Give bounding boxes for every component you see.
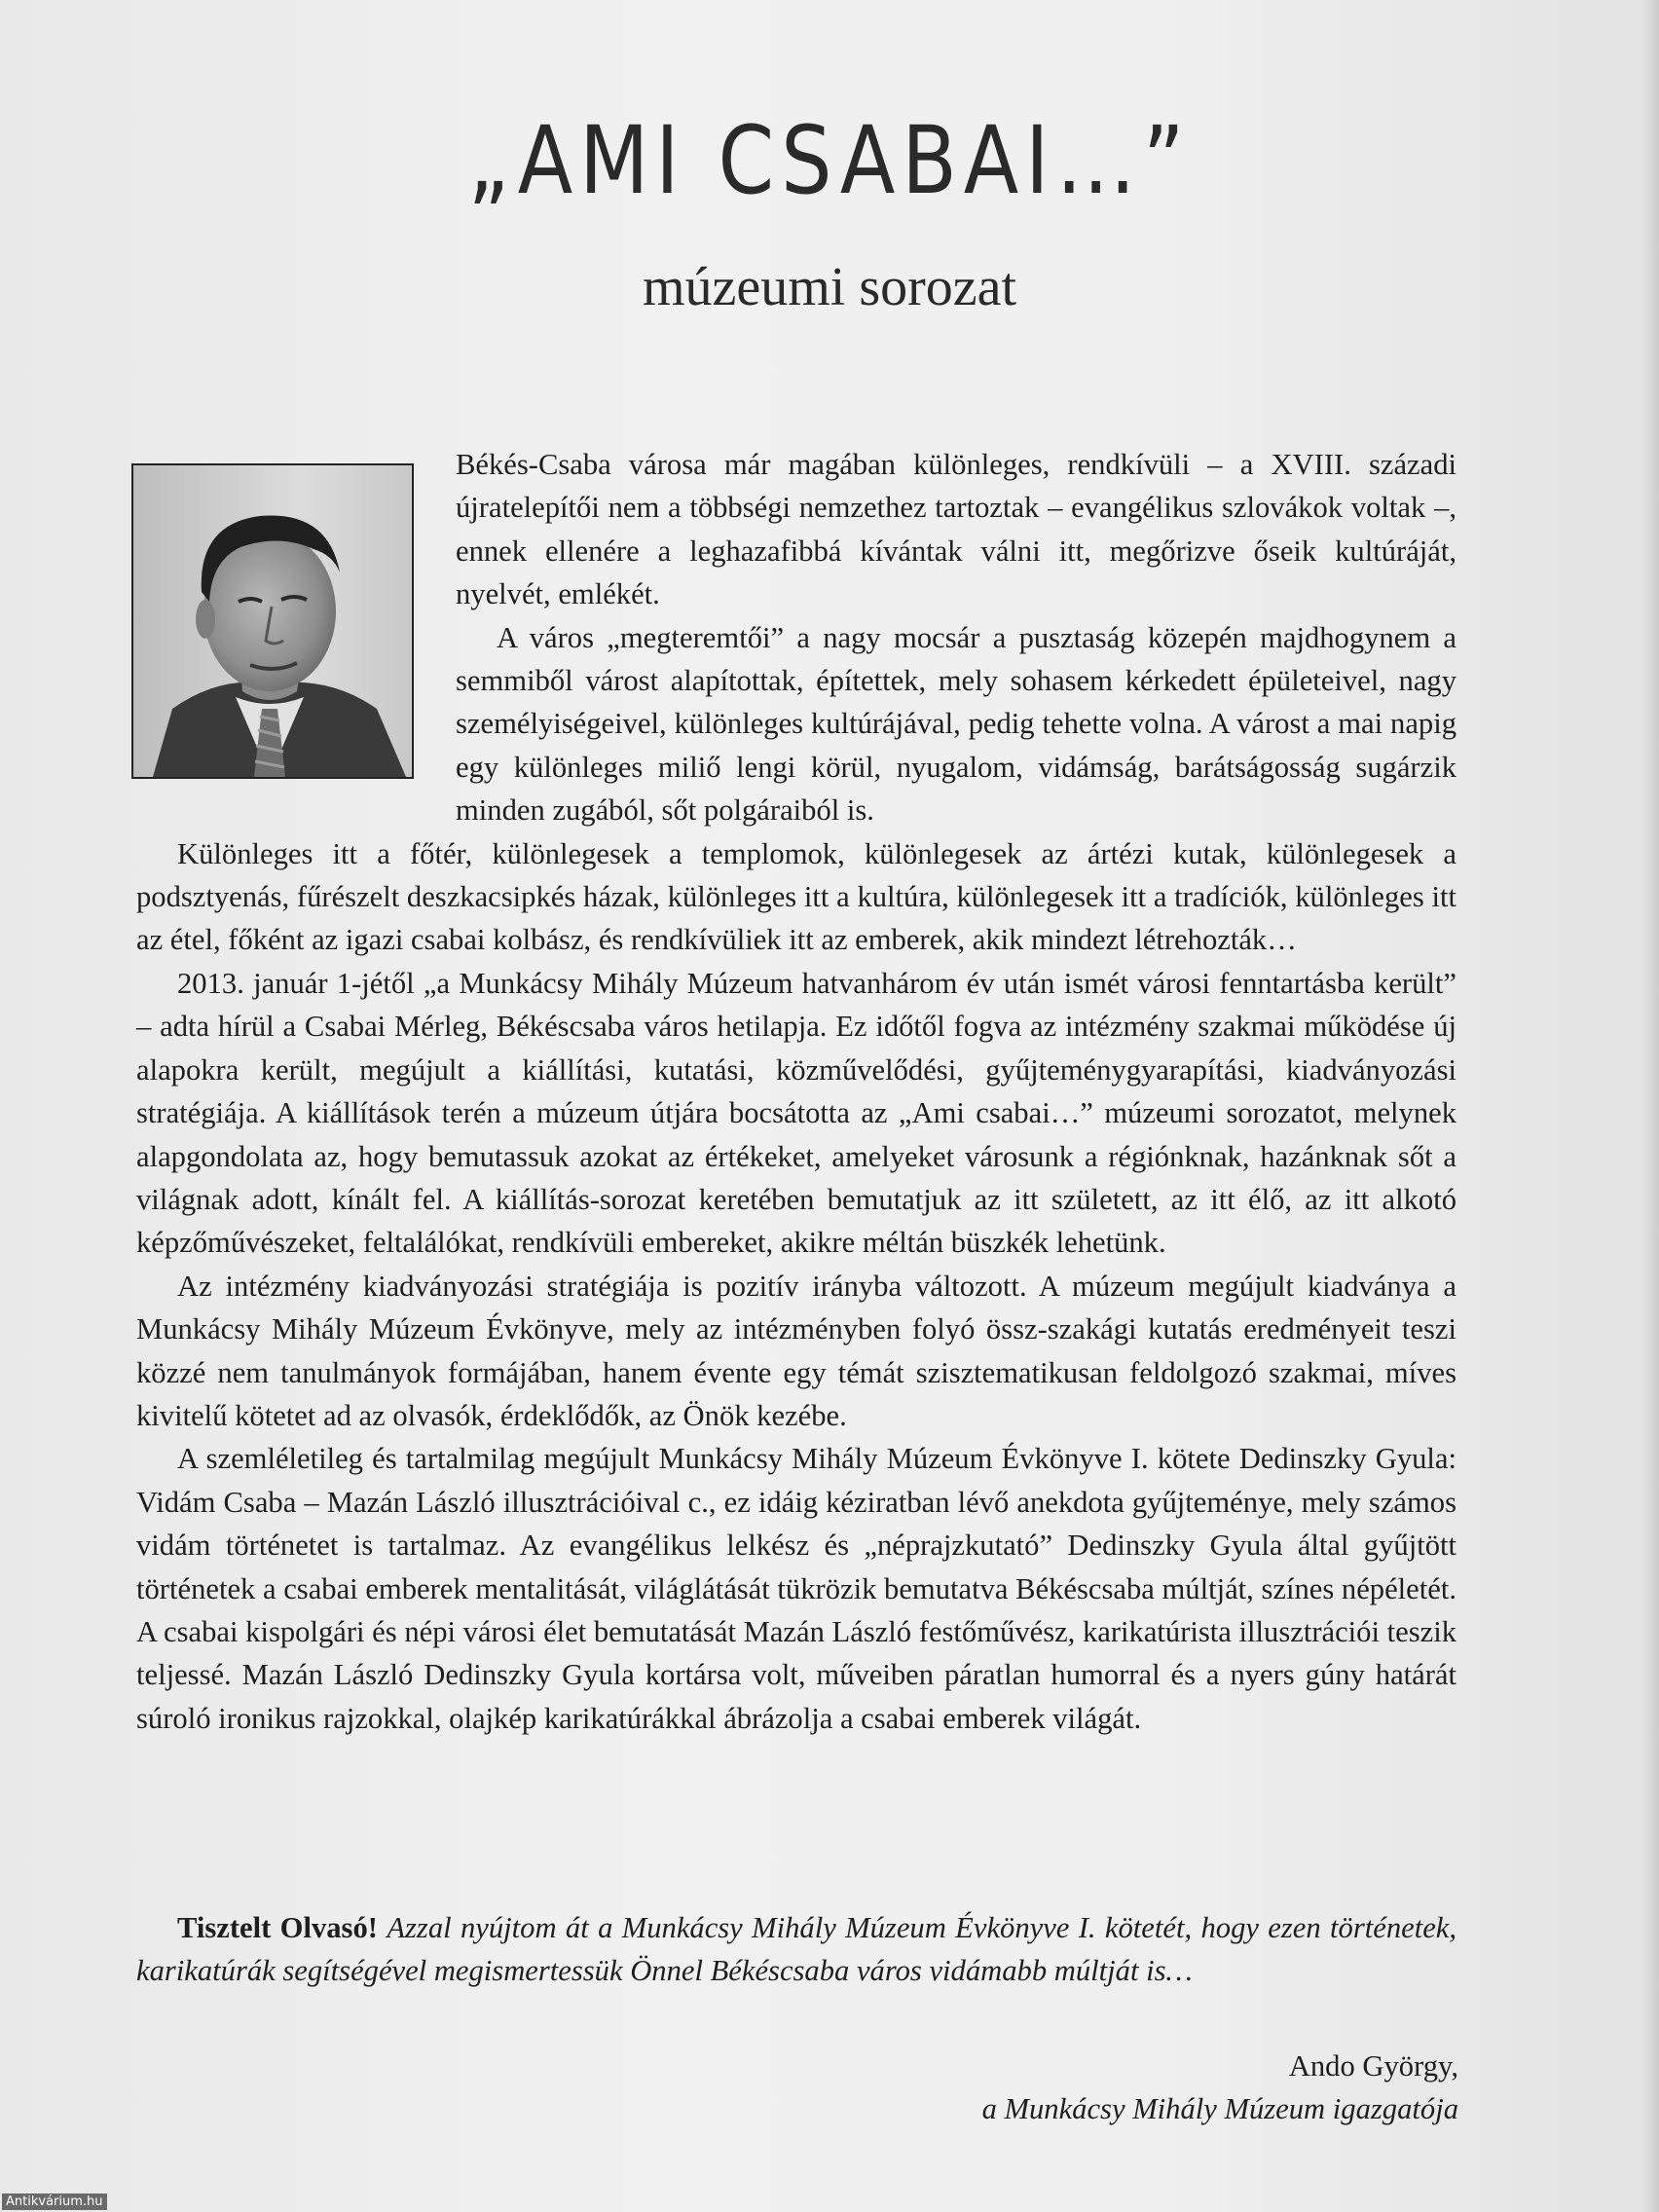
closing-paragraph xyxy=(136,1906,1456,1993)
paragraph: 2013. január 1-jétől „a Munkácsy Mihály Múzeum hatvanhárom év után ismét városi fenntartásba került” – adta hírül a Csabai Mérleg, Békéscsaba város hetilapja. Ez időtől fogva az intézmény szakmai működése új alapokra került, megújult a kiállítási, kutatási, közművelődési, gyűjteménygyarapítási, kiadványozási stratégiája. A kiállítások terén a múzeum útjára bocsátotta az „Ami csabai…” múzeumi sorozatot, melynek alapgondolata az, hogy bemutassuk azokat az értékeket, amelyeket városunk a régiónknak, hazánknak sőt a világnak adott, kínált fel. A kiállítás-sorozat keretében bemutatjuk az itt született, az itt élő, az itt alkotó képzőművészeket, feltalálókat, rendkívüli embereket, akikre méltán büszkék lehetünk. xyxy=(136,966,1456,1260)
closing-salutation: Tisztelt Olvasó! xyxy=(177,1911,378,1944)
page-subtitle: múzeumi sorozat xyxy=(642,257,1017,317)
signature-name: Ando György, xyxy=(1288,2049,1458,2083)
paragraph: A város „megteremtői” a nagy mocsár a pusztaság közepén majdhogynem a semmiből várost alapítottak, építettek, mely sohasem kérkedett épületeivel, nagy személyiségeivel, különleges kultúrájával, pedig tehette volna. A várost a mai napig egy különleges miliő lengi körül, nyugalom, vidámság, barátságosság sugárzik minden zugából, sőt polgáraiból is. xyxy=(456,620,1456,828)
paragraph: Az intézmény kiadványozási stratégiája is pozitív irányba változott. A múzeum megújult kiadványa a Munkácsy Mihály Múzeum Évkönyve, mely az intézményben folyó össz-szakági kutatás eredményeit teszi közzé nem tanulmányok formájában, hanem évente egy témát szisztematikusan feldolgozó szakmai, míves kivitelű kötetet ad az olvasók, érdeklődők, az Önök kezébe. xyxy=(136,1269,1456,1432)
signature-role: a Munkácsy Mihály Múzeum igazgatója xyxy=(981,2092,1458,2126)
watermark: Antikvárium.hu xyxy=(2,2194,107,2210)
article-body xyxy=(136,443,1456,1740)
page-edge-shadow xyxy=(1641,0,1659,2212)
portrait-wrap-spacer xyxy=(136,443,456,805)
paragraph: Különleges itt a főtér, különlegesek a templomok, különlegesek az ártézi kutak, különlegesek a podsztyenás, fűrészelt deszkacsipkés házak, különleges itt a kultúra, különlegesek itt a tradíciók, különleges itt az étel, főként az igazi csabai kolbász, és rendkívüliek itt az emberek, akik mindezt létrehozták… xyxy=(136,836,1456,957)
paragraph: A szemléletileg és tartalmilag megújult Munkácsy Mihály Múzeum Évkönyve I. kötete Dedinszky Gyula: Vidám Csaba – Mazán László illusztrációival c., ez idáig kéziratban lévő anekdota gyűjteménye, mely számos vidám történetet is tartalmaz. Az evangélikus lelkész és „néprajzkutató” Dedinszky Gyula által gyűjtött történetek a csabai emberek mentalitását, világlátását tükrözik bemutatva Békéscsaba múltját, színes népéletét. A csabai kispolgári és népi városi élet bemutatását Mazán László festőművész, karikatúrista illusztrációi teszik teljessé. Mazán László Dedinszky Gyula kortársa volt, műveiben páratlan humorral és a nyers gúny határát súroló ironikus rajzokkal, olajkép karikatúrákkal ábrázolja a csabai emberek világát. xyxy=(136,1442,1456,1735)
signature-block xyxy=(982,2045,1458,2131)
paragraph: Békés-Csaba városa már magában különleges, rendkívüli – a XVIII. századi újratelepítői nem a többségi nemzethez tartoztak – evangélikus szlovákok voltak –, ennek ellenére a leghazafibbá kívántak válni itt, megőrizve őseik kultúráját, nyelvét, emlékét. xyxy=(456,448,1456,611)
closing-text: Azzal nyújtom át a Munkácsy Mihály Múzeum Évkönyve I. kötetét, hogy ezen történetek, karikatúrák segítségével megismertessük Önnel Békéscsaba város vidámabb múltját is… xyxy=(136,1911,1456,1988)
page-title: „AMI CSABAI…” xyxy=(467,106,1192,215)
